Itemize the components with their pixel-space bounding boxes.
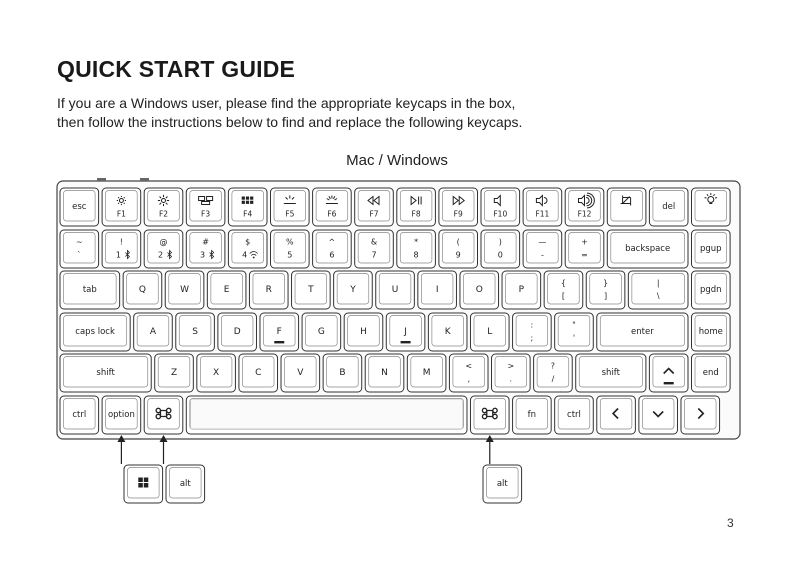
key-legend: ] [603,291,608,301]
key-legend: ^ [328,237,336,247]
replacement-windows-key [124,465,163,503]
key-legend: — [538,237,547,247]
key-legend: - [540,250,544,260]
key-f3 [186,188,225,226]
key-legend: pgdn [700,285,722,295]
key-6 [313,230,352,268]
key-home [692,313,731,351]
key-legend: 0 [497,250,503,260]
key-legend: Q [138,285,146,295]
homing-bar-icon [401,341,411,343]
key-fn [513,396,552,434]
key-legend: G [317,327,325,337]
key-legend: ( [456,237,460,247]
homing-bar-icon [664,382,674,384]
key-f10 [481,188,520,226]
key-legend: F3 [201,209,211,219]
key-right-command [470,396,509,434]
page-number: 3 [727,516,734,530]
key-legend: enter [631,327,654,337]
key-legend: J [404,327,407,337]
key-legend: fn [527,410,537,420]
key-legend: " [572,320,576,330]
key-legend: D [233,327,241,337]
key-rbracket [586,271,625,309]
key-5 [271,230,310,268]
key-legend: end [702,368,719,378]
key-legend: 8 [413,250,419,260]
key-legend: > [507,361,515,371]
key-legend: E [223,285,230,295]
key-f11 [523,188,562,226]
key-legend: ' [572,333,576,343]
key-light [692,188,731,226]
key-legend: B [339,368,346,378]
key-i [418,271,457,309]
key-left-ctrl [60,396,99,434]
key-2 [144,230,183,268]
key-legend: C [255,368,262,378]
key-legend: = [581,250,588,260]
key-enter [597,313,688,351]
key-esc [60,188,99,226]
key-c [239,354,278,392]
key-option [102,396,141,434]
key-legend: F2 [158,209,169,219]
key-legend: ctrl [567,410,581,420]
key-legend: 3 [200,250,206,260]
key-legend: A [149,327,157,337]
key-legend: T [308,285,314,295]
key-w [165,271,204,309]
key-legend: home [698,327,723,337]
key-m [407,354,446,392]
key-legend: O [475,285,483,295]
key-caps-lock [60,313,130,351]
key-down-arrow [639,396,678,434]
replacement-alt-right [483,465,522,503]
key-legend: K [444,327,451,337]
key-slash [534,354,573,392]
key-f1 [102,188,141,226]
key-del [649,188,688,226]
key-left-command [144,396,183,434]
key-semicolon [513,313,552,351]
key-legend: < [465,361,473,371]
key-legend: 9 [455,250,461,260]
key-left-arrow [597,396,636,434]
replacement-alt-left [166,465,205,503]
key-legend: ) [498,237,502,247]
key-legend: + [581,237,588,247]
key-legend: ? [550,361,556,371]
key-legend: del [662,202,676,212]
key-3 [186,230,225,268]
key-legend: F12 [577,209,592,219]
key-pgdn [692,271,731,309]
key-legend: & [370,237,378,247]
key-legend: * [414,237,419,247]
replacement-label: alt [496,479,508,489]
key-legend: 1 [115,250,121,260]
key-right-ctrl [555,396,594,434]
key-h [344,313,383,351]
key-legend: \ [656,291,660,301]
key-tilde [60,230,99,268]
key-legend: M [422,368,431,378]
key-legend: 6 [329,250,335,260]
key-legend: W [180,285,190,295]
key-legend: esc [72,202,87,212]
key-z [155,354,194,392]
key-legend: ` [77,250,82,260]
key-f4 [228,188,267,226]
key-legend: % [285,237,294,247]
key-legend: ctrl [72,410,87,420]
key-y [334,271,373,309]
key-legend: 4 [242,250,248,260]
key-d [218,313,257,351]
replacement-label: alt [179,479,191,489]
key-f5 [271,188,310,226]
key-x [197,354,236,392]
key-equals [565,230,604,268]
key-legend: : [530,320,534,330]
key-legend: caps lock [75,327,115,337]
key-f9 [439,188,478,226]
key-legend: $ [245,237,251,247]
key-legend: shift [96,368,115,378]
key-legend: ! [119,237,124,247]
key-pgup [692,230,731,268]
key-legend: F [276,327,282,337]
key-legend: pgup [700,244,722,254]
key-legend: P [518,285,525,295]
key-legend: F10 [493,209,508,219]
key-legend: ; [530,333,534,343]
key-legend: L [487,327,493,337]
intro-line-2: then follow the instructions below to find and replace the following keycaps. [57,114,523,130]
key-legend: F5 [285,209,295,219]
key-comma [449,354,488,392]
key-space [186,396,467,434]
key-legend: 7 [371,250,377,260]
key-legend: | [656,278,660,288]
key-period [492,354,531,392]
key-1 [102,230,141,268]
key-quote [555,313,594,351]
key-7 [355,230,394,268]
key-f8 [397,188,436,226]
key-f [260,313,299,351]
key-right-shift [576,354,646,392]
key-legend: R [265,285,272,295]
key-legend: I [435,285,439,295]
key-screenshot [607,188,646,226]
key-8 [397,230,436,268]
key-j [386,313,425,351]
intro-line-1: If you are a Windows user, please find the appropriate keycaps in the box, [57,95,516,111]
key-legend: [ [561,291,566,301]
key-a [134,313,173,351]
key-backslash [628,271,688,309]
key-legend: X [213,368,220,378]
key-g [302,313,341,351]
key-v [281,354,320,392]
key-legend: N [381,368,388,378]
homing-bar-icon [274,341,284,343]
key-legend: # [202,237,209,247]
key-n [365,354,404,392]
key-legend: { [560,278,566,288]
key-legend: F6 [327,209,337,219]
key-s [176,313,215,351]
switch-tab [97,178,106,181]
key-legend: tab [82,285,97,295]
key-0 [481,230,520,268]
key-left-shift [60,354,151,392]
key-legend: F1 [116,209,126,219]
layout-subtitle: Mac / Windows [346,152,448,169]
key-legend: F8 [411,209,421,219]
key-legend: H [360,327,367,337]
key-legend: / [551,374,555,384]
key-lbracket [544,271,583,309]
key-legend: @ [159,237,168,247]
key-r [249,271,288,309]
key-l [470,313,509,351]
key-t [292,271,331,309]
key-legend: Z [170,368,178,378]
key-k [428,313,467,351]
key-right-arrow [681,396,720,434]
key-legend: backspace [625,244,671,254]
key-legend: U [391,285,399,295]
key-end [692,354,731,392]
key-f7 [355,188,394,226]
key-o [460,271,499,309]
page-title: QUICK START GUIDE [57,56,296,82]
key-9 [439,230,478,268]
key-tab [60,271,120,309]
key-p [502,271,541,309]
key-legend: V [297,368,304,378]
key-legend: F11 [535,209,550,219]
switch-tab [140,178,149,181]
key-legend: , [467,374,470,384]
key-legend: } [603,278,609,288]
key-backspace [607,230,688,268]
key-legend: option [107,410,135,420]
key-legend: ~ [75,237,83,247]
key-legend: 2 [157,250,164,260]
key-b [323,354,362,392]
key-e [207,271,246,309]
key-4 [228,230,267,268]
key-u [376,271,415,309]
key-legend: F4 [243,209,253,219]
key-legend: . [509,374,513,384]
key-legend: Y [350,285,356,295]
key-legend: F7 [369,209,379,219]
key-f12 [565,188,604,226]
key-legend: 5 [287,250,293,260]
key-f6 [313,188,352,226]
key-legend: shift [601,368,620,378]
key-legend: S [192,327,198,337]
key-q [123,271,162,309]
key-f2 [144,188,183,226]
key-minus [523,230,562,268]
key-legend: F9 [453,209,463,219]
key-up-arrow [649,354,688,392]
